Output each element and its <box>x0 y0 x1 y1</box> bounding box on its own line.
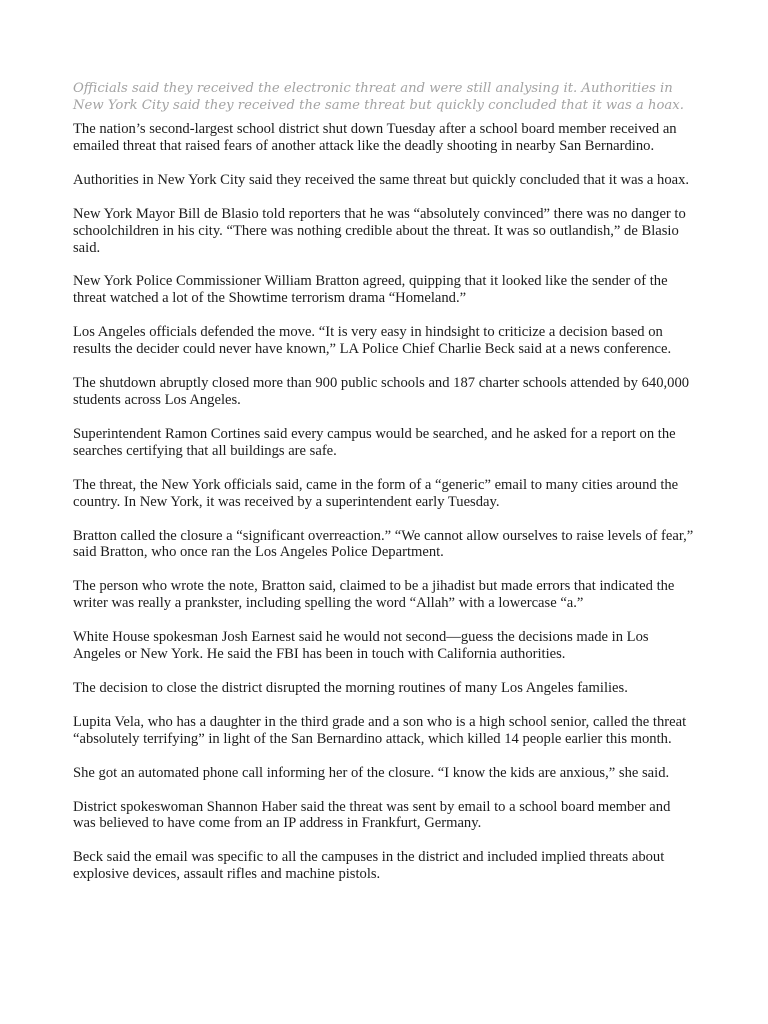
article-paragraph: The threat, the New York officials said, came in the form of a “generic” email to many cities around the country. In New York, it was received by a superintendent early Tuesday. <box>73 476 679 510</box>
article-paragraph: New York Mayor Bill de Blasio told reporters that he was “absolutely convinced” there was no danger to schoolchildren in his city. “There was nothing credible about the threat. It was so outlandish,” de Blasio said. <box>73 205 686 256</box>
article-standfirst: Officials said they received the electronic threat and were still analysing it. Authorities in New York City said they received the same threat but quickly concluded that it was a hoax. <box>73 81 684 113</box>
article-paragraph: The nation’s second-largest school district shut down Tuesday after a school board member received an emailed threat that raised fears of another attack like the deadly shooting in nearby San Bernardino. <box>73 121 677 154</box>
article-paragraph: Beck said the email was specific to all the campuses in the district and included implied threats about explosive devices, assault rifles and machine pistols. <box>73 849 665 883</box>
article-paragraph: New York Police Commissioner William Bratton agreed, quipping that it looked like the sender of the threat watched a lot of the Showtime terrorism drama “Homeland.” <box>73 273 668 307</box>
article-paragraph: Los Angeles officials defended the move. “It is very easy in hindsight to criticize a decision based on results the decider could never have known,” LA Police Chief Charlie Beck said at a news conference. <box>73 324 672 358</box>
article-paragraph: District spokeswoman Shannon Haber said the threat was sent by email to a school board member and was believed to have come from an IP address in Frankfurt, Germany. <box>73 798 671 832</box>
article-paragraph: Authorities in New York City said they received the same threat but quickly concluded that it was a hoax. <box>73 171 690 188</box>
article-paragraph: Bratton called the closure a “significant overreaction.” “We cannot allow ourselves to raise levels of fear,” said Bratton, who once ran the Los Angeles Police Department. <box>73 527 694 561</box>
article-paragraph: The shutdown abruptly closed more than 900 public schools and 187 charter schools attended by 640,000 students across Los Angeles. <box>73 375 690 408</box>
article-paragraph: The person who wrote the note, Bratton said, claimed to be a jihadist but made errors that indicated the writer was really a prankster, including spelling the word “Allah” with a lowercase “a.” <box>73 578 675 612</box>
article-paragraph: The decision to close the district disrupted the morning routines of many Los Angeles families. <box>73 679 628 696</box>
article-body <box>73 80 695 900</box>
article-paragraph: Superintendent Ramon Cortines said every campus would be searched, and he asked for a report on the searches certifying that all buildings are safe. <box>73 425 676 459</box>
article-paragraph: She got an automated phone call informing her of the closure. “I know the kids are anxious,” she said. <box>73 764 670 781</box>
article-paragraph: White House spokesman Josh Earnest said he would not second—guess the decisions made in Los Angeles or New York. He said the FBI has been in touch with California authorities. <box>73 629 649 663</box>
article-paragraph: Lupita Vela, who has a daughter in the third grade and a son who is a high school senior, called the threat “absolutely terrifying” in light of the San Bernardino attack, which killed 14 people earlier this month. <box>73 713 687 747</box>
